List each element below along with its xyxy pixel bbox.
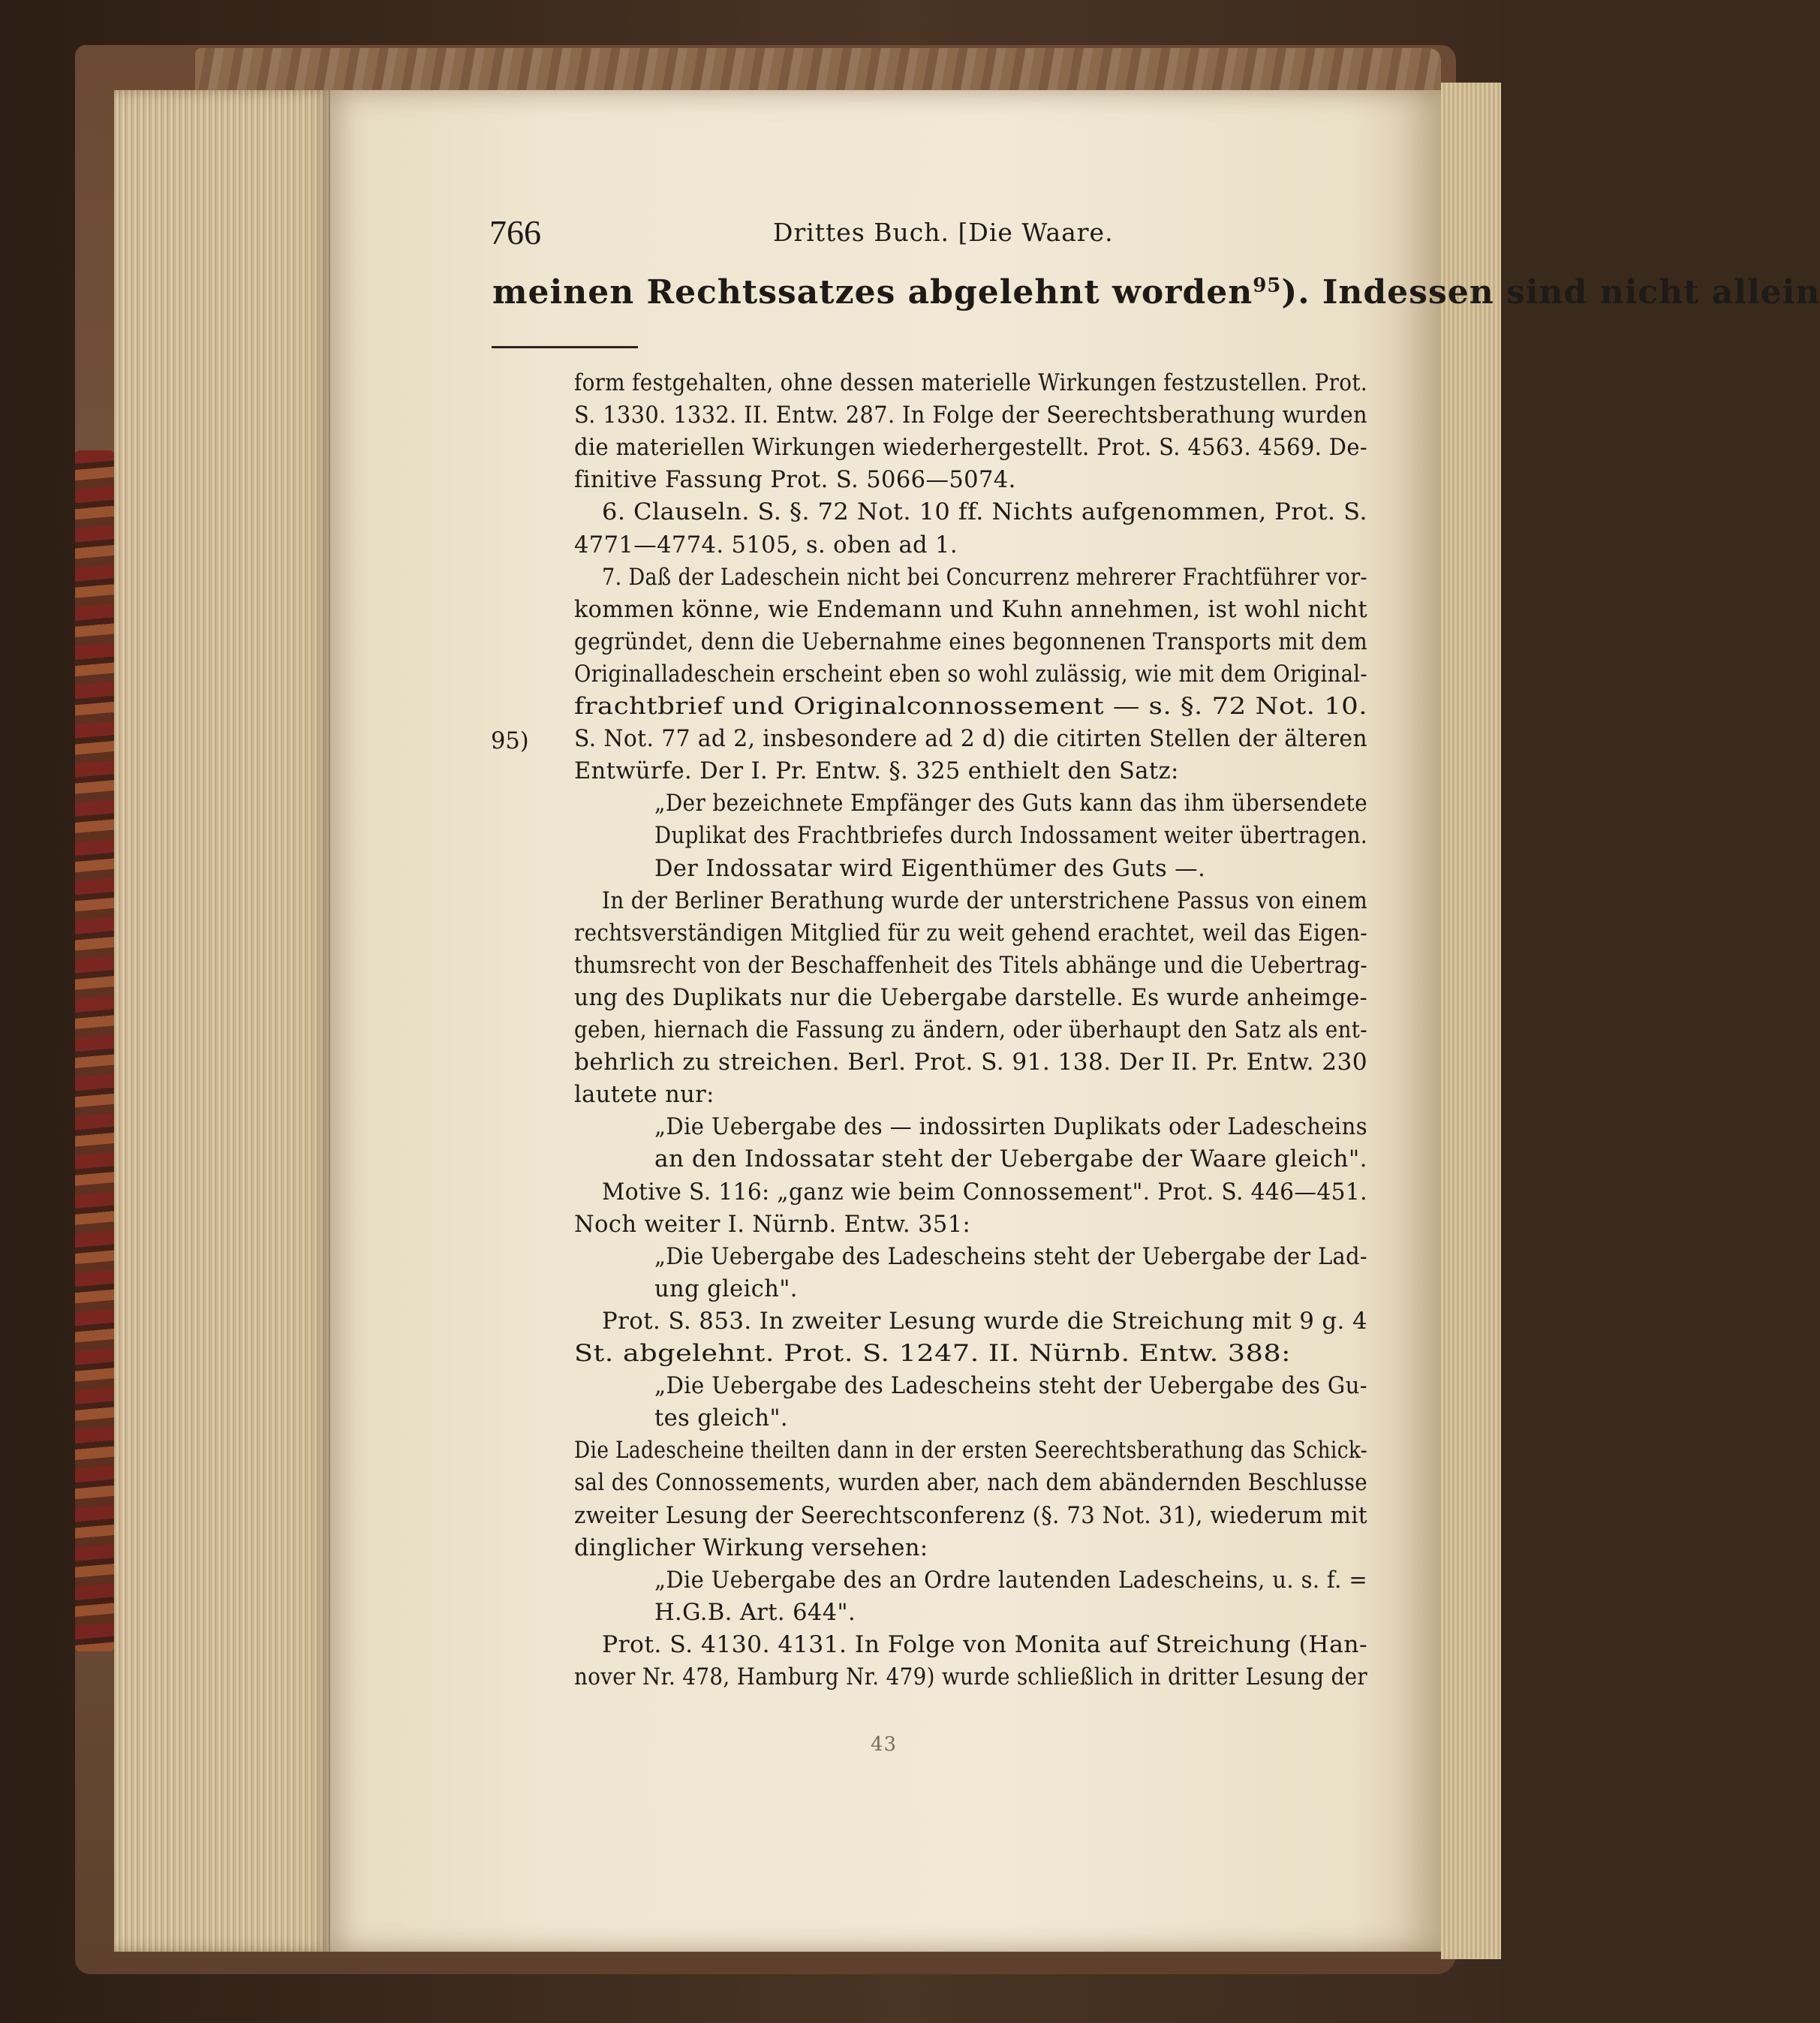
- footnote-line: „Die Uebergabe des — indossirten Duplikats oder Ladescheins: [654, 1114, 1367, 1141]
- cover-marbled-edge: [195, 48, 1441, 93]
- footnote-line: thumsrecht von der Beschaffenheit des Titels abhänge und die Uebertrag-: [574, 952, 1367, 979]
- footnote-line: Motive S. 116: „ganz wie beim Connossement". Prot. S. 446—451.: [602, 1179, 1367, 1206]
- page-edges-right: [1441, 83, 1501, 1959]
- footnote-line: kommen könne, wie Endemann und Kuhn annehmen, ist wohl nicht: [574, 596, 1367, 623]
- footnote-line: an den Indossatar steht der Uebergabe der Waare gleich".: [654, 1146, 1367, 1173]
- footnote-line: sal des Connossements, wurden aber, nach dem abändernden Beschlusse: [574, 1470, 1367, 1497]
- footnote-line: dinglicher Wirkung versehen:: [574, 1534, 928, 1561]
- footnote-line: „Die Uebergabe des an Ordre lautenden Ladescheins, u. s. f. =: [654, 1567, 1367, 1594]
- page-edges-left: [114, 90, 332, 1952]
- body-text: meinen Rechtssatzes abgelehnt worden: [492, 273, 1253, 312]
- footnote-line: Der Indossatar wird Eigenthümer des Guts —.: [654, 855, 1206, 882]
- footnote-line: 4771—4774. 5105, s. oben ad 1.: [574, 531, 958, 558]
- footnote-line: frachtbrief und Originalconnossement — s. §. 72 Not. 10.: [574, 694, 1367, 720]
- signature-mark: 43: [871, 1733, 898, 1756]
- footnote-line: Duplikat des Frachtbriefes durch Indossament weiter übertragen.: [654, 823, 1367, 850]
- footnote-line: Noch weiter I. Nürnb. Entw. 351:: [574, 1211, 971, 1238]
- running-head: Drittes Buch. [Die Waare.: [773, 218, 1114, 247]
- footnote-line: „Der bezeichnete Empfänger des Guts kann das ihm übersendete: [654, 790, 1367, 817]
- footnote-line: Prot. S. 4130. 4131. In Folge von Monita auf Streichung (Han-: [602, 1631, 1367, 1658]
- footnote-line: Entwürfe. Der I. Pr. Entw. §. 325 enthielt den Satz:: [574, 758, 1179, 785]
- footnote-line: „Die Uebergabe des Ladescheins steht der Uebergabe der Lad-: [654, 1243, 1367, 1270]
- footnote-line: gegründet, denn die Uebernahme eines begonnenen Transports mit dem: [574, 628, 1367, 655]
- footnote-line: geben, hiernach die Fassung zu ändern, oder überhaupt den Satz als ent-: [574, 1017, 1367, 1043]
- footnote-line: ung gleich".: [654, 1275, 798, 1302]
- footnote-line: nover Nr. 478, Hamburg Nr. 479) wurde schließlich in dritter Lesung der: [574, 1664, 1367, 1690]
- footnote-line: Prot. S. 853. In zweiter Lesung wurde die Streichung mit 9 g. 4: [602, 1308, 1367, 1335]
- page-number: 766: [489, 213, 541, 251]
- footnote-line: In der Berliner Berathung wurde der unterstrichene Passus von einem: [602, 887, 1367, 914]
- body-text-rest: ). Indessen sind nicht allein: [1281, 273, 1820, 312]
- footnote-line: Die Ladescheine theilten dann in der ersten Seerechtsberathung das Schick-: [574, 1437, 1367, 1465]
- footnote-line: tes gleich".: [654, 1405, 788, 1432]
- footnote-line: zweiter Lesung der Seerechtsconferenz (§. 73 Not. 31), wiederum mit: [574, 1502, 1367, 1529]
- footnote-marker-95: 95): [491, 728, 529, 754]
- footnote-line: form festgehalten, ohne dessen materielle Wirkungen festzustellen. Prot.: [574, 370, 1367, 396]
- footnote-line: 7. Daß der Ladeschein nicht bei Concurrenz mehrerer Frachtführer vor-: [602, 564, 1367, 591]
- footnote-line: 6. Clauseln. S. §. 72 Not. 10 ff. Nichts aufgenommen, Prot. S.: [602, 499, 1367, 526]
- footnote-separator: [492, 346, 638, 348]
- footnote-line: ung des Duplikats nur die Uebergabe darstelle. Es wurde anheimge-: [574, 984, 1367, 1011]
- footnote-line: St. abgelehnt. Prot. S. 1247. II. Nürnb. Entw. 388:: [574, 1341, 1291, 1367]
- footnote-line: Originalladeschein erscheint eben so wohl zulässig, wie mit dem Original-: [574, 661, 1367, 688]
- footnote-reference: 95: [1253, 274, 1282, 297]
- footnote-line: die materiellen Wirkungen wiederhergestellt. Prot. S. 4563. 4569. De-: [574, 435, 1367, 462]
- body-text-line: [492, 273, 1820, 312]
- footnote-line: behrlich zu streichen. Berl. Prot. S. 91. 138. Der II. Pr. Entw. 230: [574, 1049, 1367, 1076]
- footnote-line: finitive Fassung Prot. S. 5066—5074.: [574, 467, 1016, 494]
- marbled-spine-edge: [75, 450, 114, 1651]
- footnote-line: lautete nur:: [574, 1082, 714, 1109]
- footnote-line: S. 1330. 1332. II. Entw. 287. In Folge der Seerechtsberathung wurden: [574, 402, 1367, 429]
- footnote-line: H.G.B. Art. 644".: [654, 1599, 856, 1626]
- footnote-line: S. Not. 77 ad 2, insbesondere ad 2 d) die citirten Stellen der älteren: [574, 726, 1367, 753]
- footnote-line: „Die Uebergabe des Ladescheins steht der Uebergabe des Gu-: [654, 1373, 1367, 1400]
- footnote-line: rechtsverständigen Mitglied für zu weit gehend erachtet, weil das Eigen-: [574, 920, 1367, 947]
